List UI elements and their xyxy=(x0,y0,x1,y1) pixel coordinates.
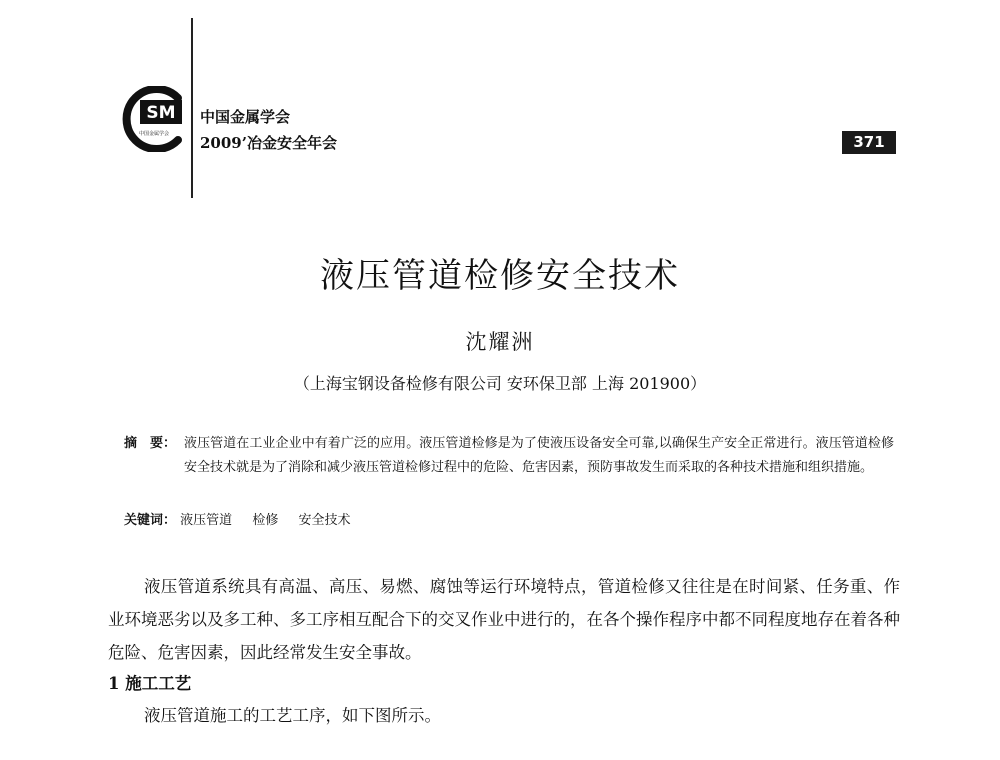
page-number-badge: 371 xyxy=(842,131,896,154)
conference-name: 2009’冶金安全年会 xyxy=(200,134,337,152)
abstract-label: 摘 要： xyxy=(124,436,177,451)
abstract-block xyxy=(124,432,894,480)
section-paragraph: 液压管道施工的工艺工序，如下图所示。 xyxy=(144,706,441,725)
author-affiliation: （上海宝钢设备检修有限公司 安环保卫部 上海 201900） xyxy=(293,374,707,393)
section-heading: 1 施工工艺 xyxy=(108,674,192,693)
keyword-item: 安全技术 xyxy=(298,513,351,528)
keyword-item: 检修 xyxy=(252,513,279,528)
svg-text:中国金属学会: 中国金属学会 xyxy=(138,131,170,137)
keyword-item: 液压管道 xyxy=(180,513,233,528)
svg-text:SM: SM xyxy=(146,103,176,123)
keywords-block xyxy=(124,509,366,533)
society-logo xyxy=(118,86,190,152)
abstract-text: 液压管道在工业企业中有着广泛的应用。液压管道检修是为了使液压设备安全可靠,以确保生产安全正常进行。液压管道检修安全技术就是为了消除和减少液压管道检修过程中的危险、危害因素，预防事故发生而采取的各种技术措施和组织措施。 xyxy=(184,436,894,475)
header-divider-line xyxy=(191,18,193,198)
conference-header xyxy=(200,104,337,156)
paper-title: 液压管道检修安全技术 xyxy=(320,256,680,296)
author-name: 沈耀洲 xyxy=(465,330,535,354)
intro-paragraph: 液压管道系统具有高温、高压、易燃、腐蚀等运行环境特点，管道检修又往往是在时间紧、任务重、作业环境恶劣以及多工种、多工序相互配合下的交叉作业中进行的，在各个操作程序中都不同程度地存在着各种危险、危害因素，因此经常发生安全事故。 xyxy=(108,577,900,662)
society-name: 中国金属学会 xyxy=(200,108,291,126)
keywords-label: 关键词： xyxy=(124,513,177,528)
